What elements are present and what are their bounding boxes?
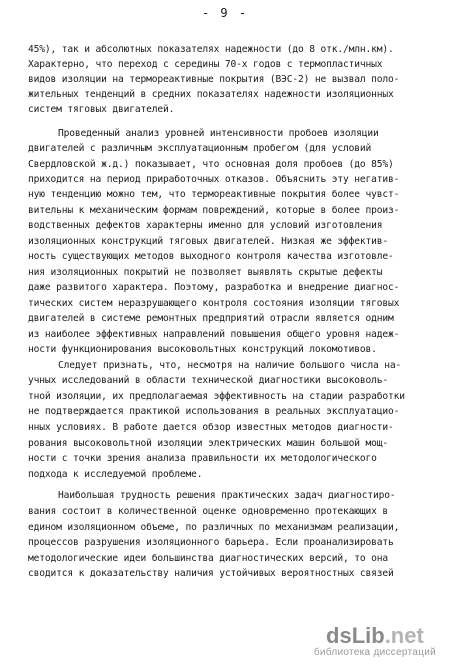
text-line: жительных тенденций в средних показателях надежности изоляционных	[28, 89, 394, 100]
watermark-logo	[314, 625, 436, 647]
text-line: процессов разрушения изоляционного барьера. Если проанализировать	[28, 537, 394, 548]
text-line: даже развитого характера. Поэтому, разработка и внедрение диагнос-	[28, 282, 400, 293]
text-line: не подтверждается практикой использования в реальных эксплуатацио-	[28, 406, 400, 417]
text-line: тических систем неразрушающего контроля состояния изоляции тяговых	[28, 298, 400, 309]
watermark-subtitle: библиотека диссертаций	[313, 647, 436, 658]
text-line: методологические идеи большинства диагностических версий, то она	[28, 553, 389, 564]
watermark-logo-part2: .net	[384, 623, 424, 648]
text-line: ния изоляционных покрытий не позволяет выявлять скрытые дефекты	[28, 267, 383, 278]
text-line: нных условиях. В работе дается обзор известных методов диагности-	[28, 422, 394, 433]
text-line: видов изоляции на термореактивные покрытия (ВЭС-2) не вызвал поло-	[28, 74, 400, 85]
text-line: тной изоляции, их предполагаемая эффективность на стадии разработки	[28, 391, 405, 402]
page-number: - 9 -	[201, 6, 249, 20]
text-line: сводится к доказательству наличия устойчивых вероятностных связей	[28, 568, 394, 579]
text-line: подхода к исследуемой проблеме.	[28, 469, 203, 480]
text-line: двигателей в системе ремонтных предприятий отрасли является одним	[28, 313, 394, 324]
text-line: рования высоковольтной изоляции электрических машин большой мощ-	[28, 438, 389, 449]
text-line: Проведенный анализ уровней интенсивности пробоев изоляции	[58, 128, 379, 139]
text-line: Следует признать, что, несмотря на наличие большого числа на-	[58, 360, 402, 371]
text-line: систем тяговых двигателей.	[28, 104, 175, 115]
text-line: ности функционирования высоковольтных конструкций локомотивов.	[28, 344, 377, 355]
text-line: едином изоляционном объеме, по различных по механизмам реализации,	[28, 522, 400, 533]
text-line: ность существующих методов выходного контроля качества изготовле-	[28, 251, 394, 262]
watermark	[314, 625, 436, 658]
text-line: водственных дефектов характерны именно для условий изготовления	[28, 220, 383, 231]
text-line: Наибольшая трудность решения практических задач диагностиро-	[58, 490, 396, 501]
text-line: двигателей с различным эксплуатационным пробегом (для условий	[28, 143, 372, 154]
text-line: учных исследований в области технической диагностики высоковоль-	[28, 375, 389, 386]
text-line: из наиболее эффективных направлений повышения общего уровня надеж-	[28, 329, 400, 340]
watermark-logo-part1: dsLib	[326, 623, 385, 648]
text-line: изоляционных конструкций тяговых двигателей. Низкая же эффектив-	[28, 236, 389, 247]
text-line: приходится на период приработочных отказов. Объяснить эту негатив-	[28, 174, 400, 185]
text-line: 45%), так и абсолютных показателях надежности (до 8 отк./млн.км).	[28, 44, 394, 55]
text-line: Характерно, что переход с середины 70-х годов с термопластичных	[28, 59, 383, 70]
text-line: вания состоит в количественной оценке одновременно протекающих в	[28, 506, 389, 517]
text-line: Свердловской ж.д.) показывает, что основная доля пробоев (до 85%)	[28, 159, 394, 170]
text-line: ности с точки зрения анализа правильности их методологического	[28, 453, 377, 464]
text-line: вительны к механическим формам повреждений, которые в более произ-	[28, 205, 400, 216]
text-line: ную тенденцию можно тем, что термореактивные покрытия более чувст-	[28, 189, 400, 200]
